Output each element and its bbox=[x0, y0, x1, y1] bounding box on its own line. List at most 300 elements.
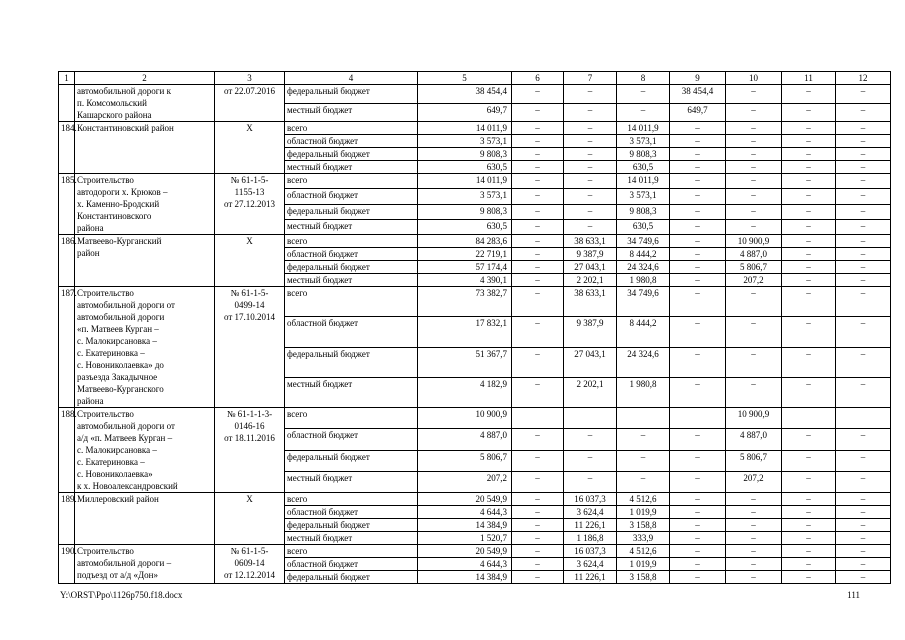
object-name: Строительство автомобильной дороги от а/д «п. Матвеев Курган – с. Малокирсановка – с. Екатериновка – с. Новониколаевка» к х. Новоалександровский bbox=[75, 408, 215, 493]
funding-source: федеральный бюджет bbox=[285, 519, 418, 532]
amount-cell: – bbox=[670, 219, 726, 234]
budget-table bbox=[58, 71, 891, 584]
amount-cell: – bbox=[782, 545, 836, 558]
amount-cell: – bbox=[670, 235, 726, 248]
amount-cell: – bbox=[836, 317, 891, 347]
amount-cell: – bbox=[564, 219, 617, 234]
funding-source: местный бюджет bbox=[285, 377, 418, 407]
amount-cell: – bbox=[836, 248, 891, 261]
table-row bbox=[59, 122, 891, 135]
amount-cell: – bbox=[836, 377, 891, 407]
amount-cell: – bbox=[836, 571, 891, 584]
amount-cell: – bbox=[836, 450, 891, 471]
amount-cell: – bbox=[670, 317, 726, 347]
amount-cell: – bbox=[726, 493, 782, 506]
amount-cell: – bbox=[726, 519, 782, 532]
amount-cell: 10 900,9 bbox=[726, 235, 782, 248]
amount-cell: 3 573,1 bbox=[418, 135, 512, 148]
amount-cell: – bbox=[617, 103, 670, 122]
amount-cell bbox=[564, 408, 617, 429]
amount-cell: – bbox=[782, 219, 836, 234]
funding-source: областной бюджет bbox=[285, 317, 418, 347]
row-number: 187. bbox=[59, 287, 75, 408]
amount-cell: 4 887,0 bbox=[726, 429, 782, 450]
amount-cell: – bbox=[564, 471, 617, 492]
header-cell: 8 bbox=[617, 72, 670, 85]
amount-cell: – bbox=[670, 493, 726, 506]
amount-cell: – bbox=[836, 558, 891, 571]
amount-cell: – bbox=[836, 204, 891, 219]
object-name: Строительство автомобильной дороги – подъезд от а/д «Дон» bbox=[75, 545, 215, 584]
amount-cell: – bbox=[836, 189, 891, 204]
header-cell: 6 bbox=[512, 72, 564, 85]
amount-cell: 20 549,9 bbox=[418, 545, 512, 558]
table-body bbox=[59, 72, 891, 584]
funding-source: федеральный бюджет bbox=[285, 204, 418, 219]
funding-source: местный бюджет bbox=[285, 532, 418, 545]
amount-cell: 34 749,6 bbox=[617, 235, 670, 248]
funding-source: всего bbox=[285, 408, 418, 429]
amount-cell: 9 808,3 bbox=[418, 148, 512, 161]
amount-cell: 3 158,8 bbox=[617, 519, 670, 532]
amount-cell: 1 980,8 bbox=[617, 274, 670, 287]
funding-source: федеральный бюджет bbox=[285, 261, 418, 274]
amount-cell bbox=[782, 408, 836, 429]
amount-cell: 4 512,6 bbox=[617, 545, 670, 558]
amount-cell: – bbox=[782, 204, 836, 219]
amount-cell: 3 624,4 bbox=[564, 558, 617, 571]
amount-cell: – bbox=[512, 317, 564, 347]
amount-cell: 1 980,8 bbox=[617, 377, 670, 407]
amount-cell: 24 324,6 bbox=[617, 347, 670, 377]
amount-cell: – bbox=[670, 532, 726, 545]
amount-cell: – bbox=[726, 161, 782, 174]
table-row bbox=[59, 235, 891, 248]
amount-cell: – bbox=[836, 347, 891, 377]
amount-cell: – bbox=[512, 85, 564, 104]
amount-cell: 27 043,1 bbox=[564, 347, 617, 377]
amount-cell: 3 573,1 bbox=[617, 135, 670, 148]
amount-cell: 9 808,3 bbox=[617, 148, 670, 161]
amount-cell: – bbox=[670, 248, 726, 261]
object-name: Строительство автомобильной дороги от автомобильной дороги «п. Матвеев Курган – с. Малокирсановка – с. Екатериновка – с. Новониколаевка» до разъезда Закадычное Матвеево-Курганского района bbox=[75, 287, 215, 408]
amount-cell: – bbox=[782, 471, 836, 492]
amount-cell: – bbox=[782, 148, 836, 161]
funding-source: областной бюджет bbox=[285, 558, 418, 571]
amount-cell: – bbox=[512, 287, 564, 317]
funding-source: федеральный бюджет bbox=[285, 85, 418, 104]
amount-cell: – bbox=[512, 347, 564, 377]
amount-cell: 51 367,7 bbox=[418, 347, 512, 377]
amount-cell: – bbox=[836, 235, 891, 248]
amount-cell: – bbox=[670, 471, 726, 492]
amount-cell: – bbox=[512, 174, 564, 189]
row-number: 186. bbox=[59, 235, 75, 287]
amount-cell: – bbox=[670, 174, 726, 189]
amount-cell: – bbox=[782, 85, 836, 104]
amount-cell: – bbox=[836, 506, 891, 519]
amount-cell: – bbox=[726, 148, 782, 161]
amount-cell bbox=[617, 408, 670, 429]
amount-cell: – bbox=[564, 161, 617, 174]
amount-cell: 207,2 bbox=[726, 471, 782, 492]
amount-cell: – bbox=[564, 148, 617, 161]
header-cell: 3 bbox=[215, 72, 285, 85]
amount-cell: – bbox=[836, 519, 891, 532]
funding-source: всего bbox=[285, 174, 418, 189]
amount-cell: 9 808,3 bbox=[617, 204, 670, 219]
funding-source: всего bbox=[285, 287, 418, 317]
amount-cell: 649,7 bbox=[670, 103, 726, 122]
amount-cell: 207,2 bbox=[418, 471, 512, 492]
amount-cell: 8 444,2 bbox=[617, 317, 670, 347]
funding-source: местный бюджет bbox=[285, 471, 418, 492]
amount-cell: – bbox=[836, 493, 891, 506]
amount-cell: – bbox=[564, 103, 617, 122]
amount-cell: 10 900,9 bbox=[418, 408, 512, 429]
object-name: Миллеровский район bbox=[75, 493, 215, 545]
amount-cell: 207,2 bbox=[726, 274, 782, 287]
funding-source: местный бюджет bbox=[285, 103, 418, 122]
amount-cell: – bbox=[836, 85, 891, 104]
amount-cell: – bbox=[782, 287, 836, 317]
amount-cell: – bbox=[670, 148, 726, 161]
amount-cell: – bbox=[836, 174, 891, 189]
amount-cell: 38 633,1 bbox=[564, 287, 617, 317]
amount-cell: – bbox=[782, 161, 836, 174]
amount-cell: 630,5 bbox=[617, 161, 670, 174]
header-cell: 12 bbox=[836, 72, 891, 85]
row-number bbox=[59, 85, 75, 122]
amount-cell: – bbox=[512, 274, 564, 287]
table-row bbox=[59, 85, 891, 104]
amount-cell: 38 633,1 bbox=[564, 235, 617, 248]
amount-cell: 57 174,4 bbox=[418, 261, 512, 274]
amount-cell: – bbox=[726, 135, 782, 148]
amount-cell: 3 624,4 bbox=[564, 506, 617, 519]
header-cell: 1 bbox=[59, 72, 75, 85]
amount-cell: 1 520,7 bbox=[418, 532, 512, 545]
amount-cell: 73 382,7 bbox=[418, 287, 512, 317]
amount-cell: 649,7 bbox=[418, 103, 512, 122]
table-row bbox=[59, 174, 891, 189]
amount-cell: 4 644,3 bbox=[418, 558, 512, 571]
document-ref: Х bbox=[215, 235, 285, 287]
table-row bbox=[59, 287, 891, 317]
amount-cell: – bbox=[782, 135, 836, 148]
amount-cell: – bbox=[726, 377, 782, 407]
amount-cell: – bbox=[670, 558, 726, 571]
amount-cell: – bbox=[670, 506, 726, 519]
amount-cell: – bbox=[512, 471, 564, 492]
table-row bbox=[59, 493, 891, 506]
amount-cell: 630,5 bbox=[617, 219, 670, 234]
funding-source: областной бюджет bbox=[285, 189, 418, 204]
amount-cell: – bbox=[512, 519, 564, 532]
object-name: Матвеево-Курганский район bbox=[75, 235, 215, 287]
amount-cell: – bbox=[512, 148, 564, 161]
amount-cell: – bbox=[670, 261, 726, 274]
amount-cell: – bbox=[512, 377, 564, 407]
document-ref: Х bbox=[215, 122, 285, 174]
amount-cell: 2 202,1 bbox=[564, 377, 617, 407]
row-number: 190. bbox=[59, 545, 75, 584]
amount-cell: – bbox=[782, 571, 836, 584]
amount-cell: – bbox=[617, 85, 670, 104]
page-number: 111 bbox=[847, 590, 860, 600]
amount-cell: 1 019,9 bbox=[617, 506, 670, 519]
amount-cell: – bbox=[617, 429, 670, 450]
amount-cell: 3 573,1 bbox=[418, 189, 512, 204]
amount-cell: – bbox=[564, 429, 617, 450]
amount-cell: 34 749,6 bbox=[617, 287, 670, 317]
footer-file-path: Y:\ORST\Ppo\1126p750.f18.docx bbox=[60, 590, 183, 600]
amount-cell: 2 202,1 bbox=[564, 274, 617, 287]
amount-cell: – bbox=[512, 248, 564, 261]
amount-cell: – bbox=[512, 493, 564, 506]
amount-cell: – bbox=[726, 189, 782, 204]
header-cell: 9 bbox=[670, 72, 726, 85]
amount-cell: – bbox=[564, 85, 617, 104]
amount-cell: – bbox=[670, 274, 726, 287]
amount-cell: – bbox=[782, 429, 836, 450]
amount-cell: – bbox=[782, 122, 836, 135]
funding-source: всего bbox=[285, 545, 418, 558]
amount-cell: – bbox=[782, 317, 836, 347]
amount-cell: – bbox=[726, 506, 782, 519]
funding-source: федеральный бюджет bbox=[285, 571, 418, 584]
amount-cell: 9 387,9 bbox=[564, 248, 617, 261]
amount-cell: – bbox=[564, 204, 617, 219]
amount-cell: – bbox=[670, 450, 726, 471]
amount-cell: – bbox=[670, 204, 726, 219]
amount-cell: – bbox=[726, 219, 782, 234]
amount-cell: – bbox=[564, 189, 617, 204]
row-number: 184. bbox=[59, 122, 75, 174]
table-row bbox=[59, 545, 891, 558]
amount-cell: – bbox=[670, 161, 726, 174]
amount-cell: – bbox=[782, 189, 836, 204]
amount-cell: – bbox=[564, 174, 617, 189]
amount-cell: 1 019,9 bbox=[617, 558, 670, 571]
amount-cell: – bbox=[670, 519, 726, 532]
amount-cell: – bbox=[670, 189, 726, 204]
funding-source: всего bbox=[285, 122, 418, 135]
amount-cell: – bbox=[512, 103, 564, 122]
funding-source: местный бюджет bbox=[285, 161, 418, 174]
amount-cell: – bbox=[782, 558, 836, 571]
amount-cell: – bbox=[782, 532, 836, 545]
amount-cell: 5 806,7 bbox=[726, 450, 782, 471]
amount-cell: – bbox=[726, 85, 782, 104]
amount-cell: – bbox=[836, 274, 891, 287]
amount-cell: 3 573,1 bbox=[617, 189, 670, 204]
amount-cell: – bbox=[564, 122, 617, 135]
amount-cell: 630,5 bbox=[418, 219, 512, 234]
funding-source: местный бюджет bbox=[285, 274, 418, 287]
amount-cell: 38 454,4 bbox=[670, 85, 726, 104]
amount-cell: – bbox=[512, 204, 564, 219]
amount-cell: 14 384,9 bbox=[418, 519, 512, 532]
amount-cell: 4 644,3 bbox=[418, 506, 512, 519]
amount-cell: – bbox=[726, 317, 782, 347]
object-name: Строительство автодороги х. Крюков – х. Каменно-Бродский Константиновского района bbox=[75, 174, 215, 235]
amount-cell: – bbox=[836, 545, 891, 558]
amount-cell: – bbox=[512, 235, 564, 248]
document-ref: № 61-1-5- 1155-13 от 27.12.2013 bbox=[215, 174, 285, 235]
header-row bbox=[59, 72, 891, 85]
header-cell: 10 bbox=[726, 72, 782, 85]
amount-cell: – bbox=[836, 135, 891, 148]
amount-cell: – bbox=[726, 122, 782, 135]
amount-cell: – bbox=[617, 471, 670, 492]
amount-cell: – bbox=[836, 287, 891, 317]
amount-cell: 4 887,0 bbox=[726, 248, 782, 261]
amount-cell: 333,9 bbox=[617, 532, 670, 545]
header-cell: 5 bbox=[418, 72, 512, 85]
object-name: Константиновский район bbox=[75, 122, 215, 174]
funding-source: федеральный бюджет bbox=[285, 347, 418, 377]
amount-cell: – bbox=[836, 471, 891, 492]
header-cell: 11 bbox=[782, 72, 836, 85]
amount-cell: – bbox=[836, 532, 891, 545]
amount-cell: 9 387,9 bbox=[564, 317, 617, 347]
amount-cell: 14 384,9 bbox=[418, 571, 512, 584]
amount-cell: 8 444,2 bbox=[617, 248, 670, 261]
amount-cell: 10 900,9 bbox=[726, 408, 782, 429]
amount-cell: – bbox=[512, 506, 564, 519]
document-ref: № 61-1-5- 0609-14 от 12.12.2014 bbox=[215, 545, 285, 584]
amount-cell: – bbox=[512, 219, 564, 234]
amount-cell: – bbox=[782, 450, 836, 471]
header-cell: 4 bbox=[285, 72, 418, 85]
amount-cell bbox=[512, 408, 564, 429]
amount-cell: – bbox=[512, 122, 564, 135]
amount-cell: 38 454,4 bbox=[418, 85, 512, 104]
amount-cell: – bbox=[670, 571, 726, 584]
amount-cell: – bbox=[512, 450, 564, 471]
header-cell: 7 bbox=[564, 72, 617, 85]
amount-cell: 4 390,1 bbox=[418, 274, 512, 287]
amount-cell: – bbox=[782, 274, 836, 287]
amount-cell: 27 043,1 bbox=[564, 261, 617, 274]
amount-cell: – bbox=[512, 135, 564, 148]
amount-cell: – bbox=[512, 571, 564, 584]
amount-cell: – bbox=[512, 261, 564, 274]
amount-cell: – bbox=[836, 261, 891, 274]
amount-cell: – bbox=[836, 148, 891, 161]
amount-cell: – bbox=[726, 103, 782, 122]
funding-source: областной бюджет bbox=[285, 135, 418, 148]
amount-cell: – bbox=[726, 174, 782, 189]
amount-cell: 1 186,8 bbox=[564, 532, 617, 545]
row-number: 189. bbox=[59, 493, 75, 545]
amount-cell: – bbox=[836, 219, 891, 234]
amount-cell: – bbox=[782, 248, 836, 261]
amount-cell: 3 158,8 bbox=[617, 571, 670, 584]
funding-source: областной бюджет bbox=[285, 506, 418, 519]
amount-cell: – bbox=[782, 174, 836, 189]
amount-cell: – bbox=[726, 347, 782, 377]
amount-cell: – bbox=[670, 135, 726, 148]
amount-cell: – bbox=[670, 347, 726, 377]
row-number: 185. bbox=[59, 174, 75, 235]
row-number: 188. bbox=[59, 408, 75, 493]
document-ref: № 61-1-5- 0499-14 от 17.10.2014 bbox=[215, 287, 285, 408]
funding-source: областной бюджет bbox=[285, 429, 418, 450]
amount-cell: – bbox=[670, 545, 726, 558]
amount-cell: 14 011,9 bbox=[617, 174, 670, 189]
amount-cell: – bbox=[726, 571, 782, 584]
amount-cell: 9 808,3 bbox=[418, 204, 512, 219]
amount-cell: 14 011,9 bbox=[418, 122, 512, 135]
amount-cell: – bbox=[512, 558, 564, 571]
amount-cell: 5 806,7 bbox=[418, 450, 512, 471]
amount-cell: – bbox=[836, 161, 891, 174]
amount-cell: 630,5 bbox=[418, 161, 512, 174]
amount-cell: 11 226,1 bbox=[564, 519, 617, 532]
amount-cell: 4 512,6 bbox=[617, 493, 670, 506]
funding-source: местный бюджет bbox=[285, 219, 418, 234]
amount-cell: 16 037,3 bbox=[564, 493, 617, 506]
amount-cell: 14 011,9 bbox=[418, 174, 512, 189]
amount-cell: 17 832,1 bbox=[418, 317, 512, 347]
amount-cell: – bbox=[512, 429, 564, 450]
amount-cell: – bbox=[726, 545, 782, 558]
amount-cell: – bbox=[512, 532, 564, 545]
amount-cell: – bbox=[726, 532, 782, 545]
funding-source: федеральный бюджет bbox=[285, 148, 418, 161]
amount-cell: 11 226,1 bbox=[564, 571, 617, 584]
amount-cell: – bbox=[670, 377, 726, 407]
amount-cell: – bbox=[782, 261, 836, 274]
amount-cell: 24 324,6 bbox=[617, 261, 670, 274]
amount-cell: – bbox=[512, 161, 564, 174]
amount-cell: – bbox=[836, 103, 891, 122]
amount-cell: 20 549,9 bbox=[418, 493, 512, 506]
amount-cell: – bbox=[617, 450, 670, 471]
amount-cell: – bbox=[782, 519, 836, 532]
amount-cell: – bbox=[782, 347, 836, 377]
amount-cell: – bbox=[782, 235, 836, 248]
amount-cell: 84 283,6 bbox=[418, 235, 512, 248]
amount-cell: – bbox=[670, 287, 726, 317]
amount-cell: – bbox=[512, 545, 564, 558]
amount-cell: – bbox=[726, 204, 782, 219]
object-name: автомобильной дороги к п. Комсомольский Кашарского района bbox=[75, 85, 215, 122]
amount-cell: 22 719,1 bbox=[418, 248, 512, 261]
amount-cell: – bbox=[670, 122, 726, 135]
amount-cell: – bbox=[782, 377, 836, 407]
amount-cell: – bbox=[726, 558, 782, 571]
header-cell: 2 bbox=[75, 72, 215, 85]
amount-cell: 14 011,9 bbox=[617, 122, 670, 135]
amount-cell: – bbox=[564, 450, 617, 471]
amount-cell: 16 037,3 bbox=[564, 545, 617, 558]
amount-cell: 4 887,0 bbox=[418, 429, 512, 450]
amount-cell: – bbox=[670, 429, 726, 450]
amount-cell: – bbox=[512, 189, 564, 204]
amount-cell: – bbox=[782, 493, 836, 506]
funding-source: всего bbox=[285, 493, 418, 506]
amount-cell: 4 182,9 bbox=[418, 377, 512, 407]
funding-source: всего bbox=[285, 235, 418, 248]
amount-cell: – bbox=[836, 122, 891, 135]
document-ref: от 22.07.2016 bbox=[215, 85, 285, 122]
amount-cell: 5 806,7 bbox=[726, 261, 782, 274]
table-row bbox=[59, 408, 891, 429]
funding-source: федеральный бюджет bbox=[285, 450, 418, 471]
